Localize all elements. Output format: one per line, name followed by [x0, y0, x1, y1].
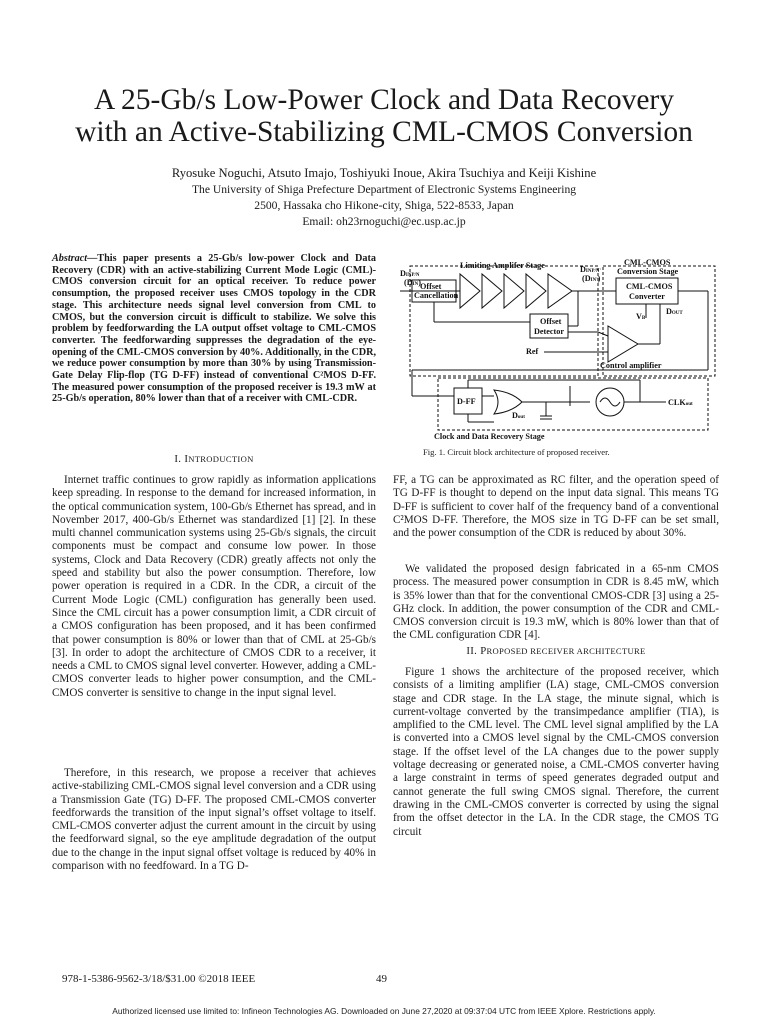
- author-list: Ryosuke Noguchi, Atsuto Imajo, Toshiyuki Inoue, Akira Tsuchiya and Keiji Kishine: [171, 166, 597, 180]
- page-number: 49: [376, 973, 387, 985]
- la-amp-5: [548, 274, 572, 308]
- footer-isbn: 978-1-5386-9562-3/18/$31.00 ©2018 IEEE: [62, 973, 256, 985]
- section-2-rest: ROPOSED RECEIVER ARCHITECTURE: [486, 646, 646, 656]
- dout-label: DOUT: [666, 307, 683, 316]
- paper-title: [30, 84, 738, 148]
- section-heading-architecture: [393, 645, 719, 657]
- cml-cmos-stage-label-2: Conversion Stage: [617, 267, 679, 276]
- section-1-rest: NTRODUCTION: [188, 454, 254, 464]
- converter-label-2: Converter: [629, 292, 665, 301]
- dff-label: D-FF: [457, 397, 476, 406]
- din-alias-label: (DIN): [404, 278, 421, 287]
- dinp-label: DINP/N': [580, 265, 601, 274]
- offset-cancellation-label-2: Cancellation: [414, 291, 459, 300]
- din-label: DINP/N: [400, 269, 420, 278]
- abstract-label: Abstract: [52, 253, 88, 264]
- section-2-number: II.: [466, 645, 478, 657]
- right-paragraph-1: FF, a TG can be approximated as RC filter, and the operation speed of TG D-FF is thought to depend on the input data signal. This means TG D-FF is sufficient to cover half of the frequency band of a conventional C²MOS D-FF. Therefore, the MOS size in TG D-FF can be set small, and the power consumption of the CDR is reduced by about 30%.: [393, 474, 719, 540]
- title-line-1: A 25-Gb/s Low-Power Clock and Data Recovery: [93, 84, 675, 116]
- section-heading-introduction: [52, 453, 376, 465]
- address: 2500, Hassaka cho Hikone-city, Shiga, 522-8533, Japan: [254, 199, 514, 212]
- dout2-label: Dout: [512, 411, 525, 420]
- cml-cmos-stage-label-1: CML-CMOS: [624, 258, 671, 267]
- abstract: [52, 253, 376, 405]
- intro-paragraph-1: Internet traffic continues to grow rapidly as information applications keep spreading. In response to the demand for increased information, in the optical communication system, 100-Gb/s Ethernet has spread, and in November 2017, 400-Gb/s Ethernet was standardized [1] [2]. In these multi channel communication systems using 25-Gb/s signals, the circuit components must be compact and consume low power. In those systems, Clock and Data Recovery (CDR) greatly affects not only the speed and stability but also the power consumption. Therefore, low power operation is required in a CDR. In the CDR, a circuit of the Current Mode Logic (CML) configuration has generally been used. Since the CML circuit has a power consumption limit, a CDR circuit of a CMOS configuration has been proposed, and it has been confirmed that power consumption is 80% or lower than that of CML at 25-Gb/s [3]. In order to adopt the architecture of CMOS CDR to a receiver, it needs a CML to CMOS signal level converter. However, adding a CML-CMOS converter leads to higher power consumption, and the CML-CMOS converter is sensitive to change in the input signal level.: [52, 474, 376, 699]
- abstract-text: —This paper presents a 25-Gb/s low-power Clock and Data Recovery (CDR) with an active-stabilizing Current Mode Logic (CML)-CMOS conversion circuit for an optical receiver. To reduce power consumption, the proposed receiver uses CMOS topology in the CDR stage. This architecture needs signal level conversion from CML to CMOS, but the conversion circuit is difficult to stabilize. We solve this problem by feedforwarding the LA output offset voltage to CML-CMOS converter. The feedforwarding suppresses the degradation of the eye-opening of the CML-CMOS conversion by 40%. Additionally, in the CDR, we reduce power consumption by more than 30% by using Transmission-Gate Delay Flip-flop (TG D-FF) instead of conventional C²MOS D-FF. The measured power consumption of the proposed receiver is 19.3 mW at 25-Gb/s operation, 80% lower than that of a receiver with CML-CDR.: [52, 253, 376, 405]
- section-1-first-letter: I: [184, 453, 189, 465]
- figure-1-block-diagram: [398, 256, 724, 444]
- section-2-first-letter: P: [480, 645, 487, 657]
- title-line-2: with an Active-Stabilizing CML-CMOS Conversion: [75, 116, 693, 148]
- la-amp-3: [504, 274, 524, 308]
- license-footer: Authorized licensed use limited to: Infineon Technologies AG. Downloaded on June 27,2020 at 09:37:04 UTC from IEEE Xplore. Restrictions apply.: [112, 1006, 656, 1016]
- vb-label: VB: [636, 312, 646, 321]
- offset-detector-label-1: Offset: [540, 317, 562, 326]
- control-amplifier: [608, 326, 638, 362]
- la-stage-label: Limiting Amplifer Stage: [460, 261, 545, 270]
- converter-label-1: CML-CMOS: [626, 282, 673, 291]
- ref-label: Ref: [526, 347, 539, 356]
- offset-cancellation-label-1: Offset: [420, 282, 442, 291]
- right-paragraph-2: We validated the proposed design fabricated in a 65-nm CMOS process. The measured power consumption in CDR is 8.45 mW, which is 35% lower than that for the conventional CMOS-CDR [3] using a 25-GHz clock. In addition, the power consumption of the CDR and CML-CMOS conversion circuit is 19.3 mW, which is 80% lower than that of the CML configuration CDR [4].: [393, 563, 719, 642]
- clk-label: CLKout: [668, 398, 693, 407]
- architecture-paragraph-1: Figure 1 shows the architecture of the proposed receiver, which consists of a limiting amplifier (LA) stage, CML-CMOS conversion stage and CDR stage. In the LA stage, the minute signal, which is current-voltage converted by the transimpedance amplifier (TIA), is amplified to the CML level. The CML level signal amplified by the LA is converted into a CMOS level signal by the CML-CMOS conversion stage. If the offset level of the LA changes due to the power supply voltage decreasing or generated noise, a CML-CMOS converter having a large constraint in terms of speed generates degraded output and cannot generate the full swing CMOS signal. Therefore, the current drawing in the CML-CMOS converter is corrected by using the signal from the offset detector in the LA. In the CDR stage, the CMOS TG circuit: [393, 666, 719, 838]
- la-amp-4: [526, 274, 546, 308]
- intro-paragraph-2: Therefore, in this research, we propose a receiver that achieves active-stabilizing CML-CMOS signal level conversion and a CDR using a Transmission Gate (TG) D-FF. The proposed CML-CMOS converter feedforwards the transition of the input signal’s offset voltage to itself. CML-CMOS converter adjust the current amount in the circuit by using the feedforward signal, so the eye amplitude degradation of the output due to the change in the input signal offset voltage is reduced by 40% in comparison with no feedfoward. In a TG D-: [52, 767, 376, 873]
- offset-detector-label-2: Detector: [534, 327, 564, 336]
- section-1-number: I.: [174, 453, 182, 465]
- figure-1-caption: Fig. 1. Circuit block architecture of proposed receiver.: [423, 447, 610, 457]
- affiliation: The University of Shiga Prefecture Department of Electronic Systems Engineering: [191, 183, 577, 196]
- la-amp-2: [482, 274, 502, 308]
- cdr-stage-label: Clock and Data Recovery Stage: [434, 432, 545, 441]
- email: Email: oh23rnoguchi@ec.usp.ac.jp: [302, 215, 466, 228]
- vco-sine: [600, 398, 620, 406]
- control-amplifier-label: Control amplifier: [600, 361, 662, 370]
- dinp-alias-label: (DIN'): [582, 274, 601, 283]
- la-amp-1: [460, 274, 480, 308]
